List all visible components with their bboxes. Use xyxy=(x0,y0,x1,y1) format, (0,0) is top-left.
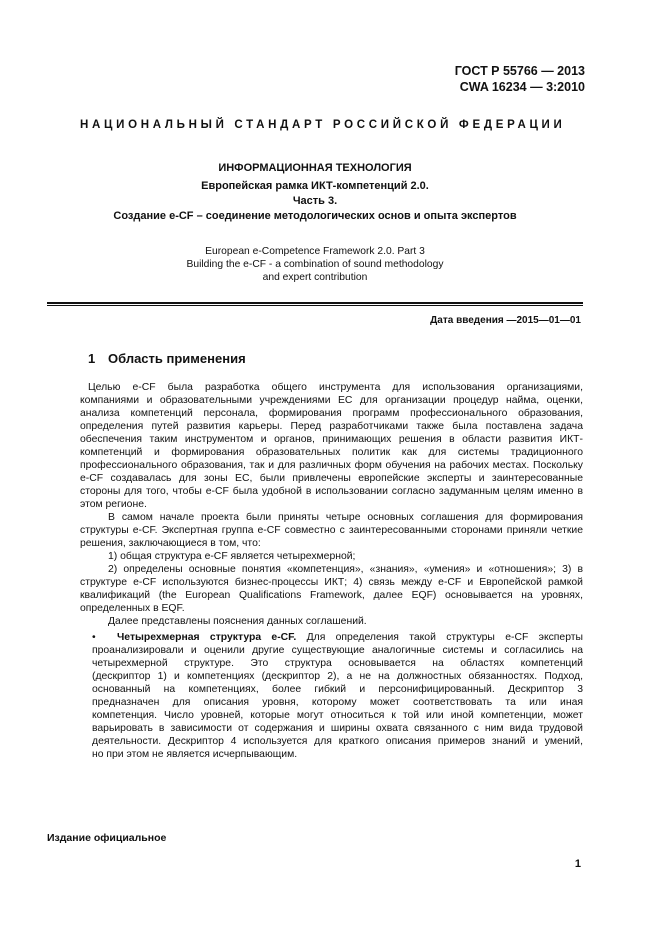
bullet-first-line-text: Для определения такой структуры e-CF эксперты xyxy=(296,632,583,643)
divider-thin xyxy=(47,305,583,306)
paragraph-line: В самом начале проекта были приняты четыре основных соглашения для формирования xyxy=(108,512,583,523)
paragraph-line: решения, заключающиеся в том, что: xyxy=(80,538,261,549)
bullet-marker: • xyxy=(92,632,96,643)
section-number: 1 xyxy=(88,351,96,366)
english-title-line: Building the e-CF - a combination of sound methodology xyxy=(186,259,444,270)
document-part: Часть 3. xyxy=(292,195,338,207)
bullet-line: компетенция. Число уровней, которые могут относиться к той или иной компетенции, может xyxy=(92,710,583,721)
paragraph-line: обеспечения таким инструментом и органов, принимающих решения в области развития ИКТ- xyxy=(80,434,583,445)
bullet-line: варьировать в зависимости от содержания и ширины охвата связанного с ним вида трудовой xyxy=(92,723,583,734)
bullet-first-line xyxy=(117,631,583,644)
list-item-line: структуре e-CF используются бизнес-процессы ИКТ; 4) связь между e-CF и Европейской рамкой xyxy=(80,577,583,588)
paragraph-line: определения путей развития карьеры. Перед разработчиками также была поставлена задача xyxy=(80,421,583,432)
paragraph-line: этом регионе. xyxy=(80,499,147,510)
divider-thick xyxy=(47,302,583,304)
bullet-line: (дескриптор 1) и компетенциях (дескриптор 2), а не на должностных обязанностях. Подход, xyxy=(92,671,583,682)
bullet-line: предназначен для описания уровня, которому может соответствовать та или иная xyxy=(92,697,583,708)
bullet-line: основанный на компетенциях, более гибкий и персонифицированный. Дескриптор 3 xyxy=(92,684,583,695)
bullet-line: проанализировали и оценили другие существующие аналогичные системы и согласились на xyxy=(92,645,583,656)
document-title: ИНФОРМАЦИОННАЯ ТЕХНОЛОГИЯ xyxy=(218,162,412,174)
introduction-date: Дата введения —2015—01—01 xyxy=(430,315,581,326)
section-heading xyxy=(88,351,246,366)
paragraph-line: профессионального образования, так и для различных форм обучения на рабочих местах. Поскольку xyxy=(80,460,583,471)
paragraph-line: стороны для того, чтобы e-CF была удобной в использовании согласно задуманным целям именно в xyxy=(80,486,583,497)
english-title-line: and expert contribution xyxy=(262,272,368,283)
bullet-line: четырехмерной структуре. Это структура основывается на областях компетенций xyxy=(92,658,583,669)
gost-code: ГОСТ Р 55766 — 2013 xyxy=(454,64,585,78)
list-item-line: 2) определены основные понятия «компетенция», «знания», «умения» и «отношения»; 3) в xyxy=(108,564,583,575)
paragraph-line: Далее представлены пояснения данных соглашений. xyxy=(108,616,367,627)
list-item-line: квалификаций (the European Qualifications Framework, далее EQF) основывается на уровнях, xyxy=(80,590,583,601)
document-part-title: Создание e-CF – соединение методологических основ и опыта экспертов xyxy=(113,210,517,222)
list-item: 1) общая структура e-CF является четырехмерной; xyxy=(108,551,356,562)
paragraph-line: анализа компетенций персонала, формирования программ профессионального образования, xyxy=(80,408,583,419)
paragraph-line: Целью e-CF была разработка общего инструмента для использования организациями, xyxy=(88,382,583,393)
section-title: Область применения xyxy=(108,351,246,366)
national-standard-heading: НАЦИОНАЛЬНЫЙ СТАНДАРТ РОССИЙСКОЙ ФЕДЕРАЦИИ xyxy=(80,119,566,131)
english-title-line: European e-Competence Framework 2.0. Part 3 xyxy=(205,246,425,257)
bullet-label: Четырехмерная структура e-CF. xyxy=(117,632,297,643)
official-edition-label: Издание официальное xyxy=(47,832,167,844)
paragraph-line: структуры e-CF. Экспертная группа e-CF совместно с заинтересованными сторонами приняли четкие xyxy=(80,525,583,536)
document-subtitle: Европейская рамка ИКТ-компетенций 2.0. xyxy=(201,180,429,192)
list-item-line: определенных в EQF. xyxy=(80,603,185,614)
paragraph-line: e-CF создавалась для зоны ЕС, были привлечены европейские эксперты и заинтересованные xyxy=(80,473,583,484)
cwa-code: CWA 16234 — 3:2010 xyxy=(459,80,585,94)
bullet-line: но при этом не является исчерпывающим. xyxy=(92,749,298,760)
bullet-line: деятельности. Дескриптор 4 используется для краткого описания примеров знаний и умений, xyxy=(92,736,583,747)
paragraph-line: компаниями и образовательными учреждениями ЕС для организации процедур найма, оценки, xyxy=(80,395,583,406)
paragraph-line: компетенций и формирования образовательных политик как для системы традиционного xyxy=(80,447,583,458)
page-number: 1 xyxy=(574,858,581,870)
